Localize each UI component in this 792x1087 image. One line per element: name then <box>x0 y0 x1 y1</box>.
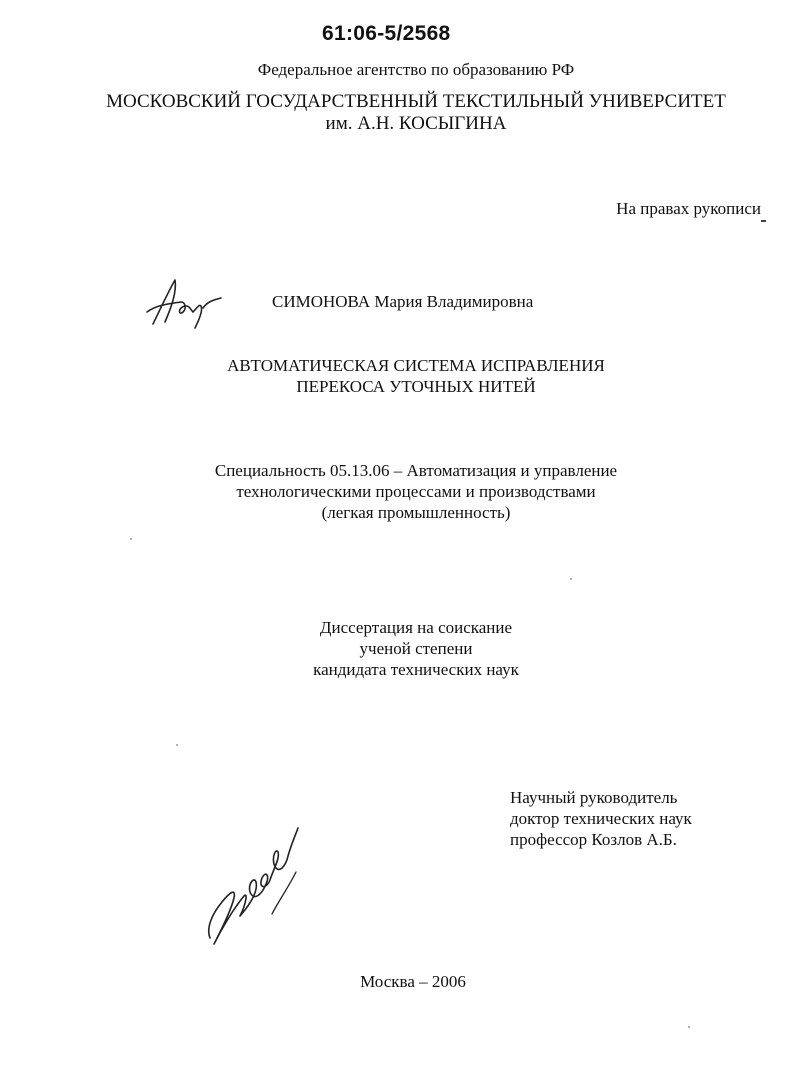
title-line-2: ПЕРЕКОСА УТОЧНЫХ НИТЕЙ <box>296 377 536 396</box>
scan-speck <box>130 538 132 540</box>
author-name: СИМОНОВА Мария Владимировна <box>272 292 534 311</box>
degree-line-3: кандидата технических наук <box>313 660 519 679</box>
specialty-line-1: Специальность 05.13.06 – Автоматизация и управление <box>214 461 618 480</box>
university-line-2: им. А.Н. КОСЫГИНА <box>325 113 507 134</box>
title-line-1: АВТОМАТИЧЕСКАЯ СИСТЕМА ИСПРАВЛЕНИЯ <box>227 356 605 375</box>
scan-speck <box>570 578 572 580</box>
specialty-line-2: технологическими процессами и производствами <box>236 482 596 501</box>
city-year: Москва – 2006 <box>360 972 466 991</box>
author-signature-icon <box>141 272 231 332</box>
supervisor-line-2: доктор технических наук <box>510 809 692 828</box>
supervisor-line-3: профессор Козлов А.Б. <box>510 830 677 849</box>
agency-name: Федеральное агентство по образованию РФ <box>257 60 575 79</box>
author-signature <box>141 272 231 337</box>
university-name <box>0 91 792 135</box>
margin-mark <box>761 220 766 222</box>
degree-line-2: ученой степени <box>359 639 473 658</box>
supervisor-line-1: Научный руководитель <box>510 788 678 807</box>
university-line-1: МОСКОВСКИЙ ГОСУДАРСТВЕННЫЙ ТЕКСТИЛЬНЫЙ УНИВЕРСИТЕТ <box>106 91 726 112</box>
supervisor-signature <box>200 818 320 963</box>
supervisor-signature-icon <box>200 818 320 958</box>
scan-speck <box>688 1026 690 1028</box>
specialty-line-3: (легкая промышленность) <box>321 503 511 522</box>
specialty-block <box>0 460 792 523</box>
supervisor-block <box>510 787 692 850</box>
scan-speck <box>176 744 178 746</box>
dissertation-title <box>0 355 792 397</box>
degree-block <box>0 617 792 680</box>
manuscript-rights-note: На правах рукописи <box>616 199 761 218</box>
archive-code: 61:06-5/2568 <box>322 22 451 45</box>
degree-line-1: Диссертация на соискание <box>319 618 513 637</box>
